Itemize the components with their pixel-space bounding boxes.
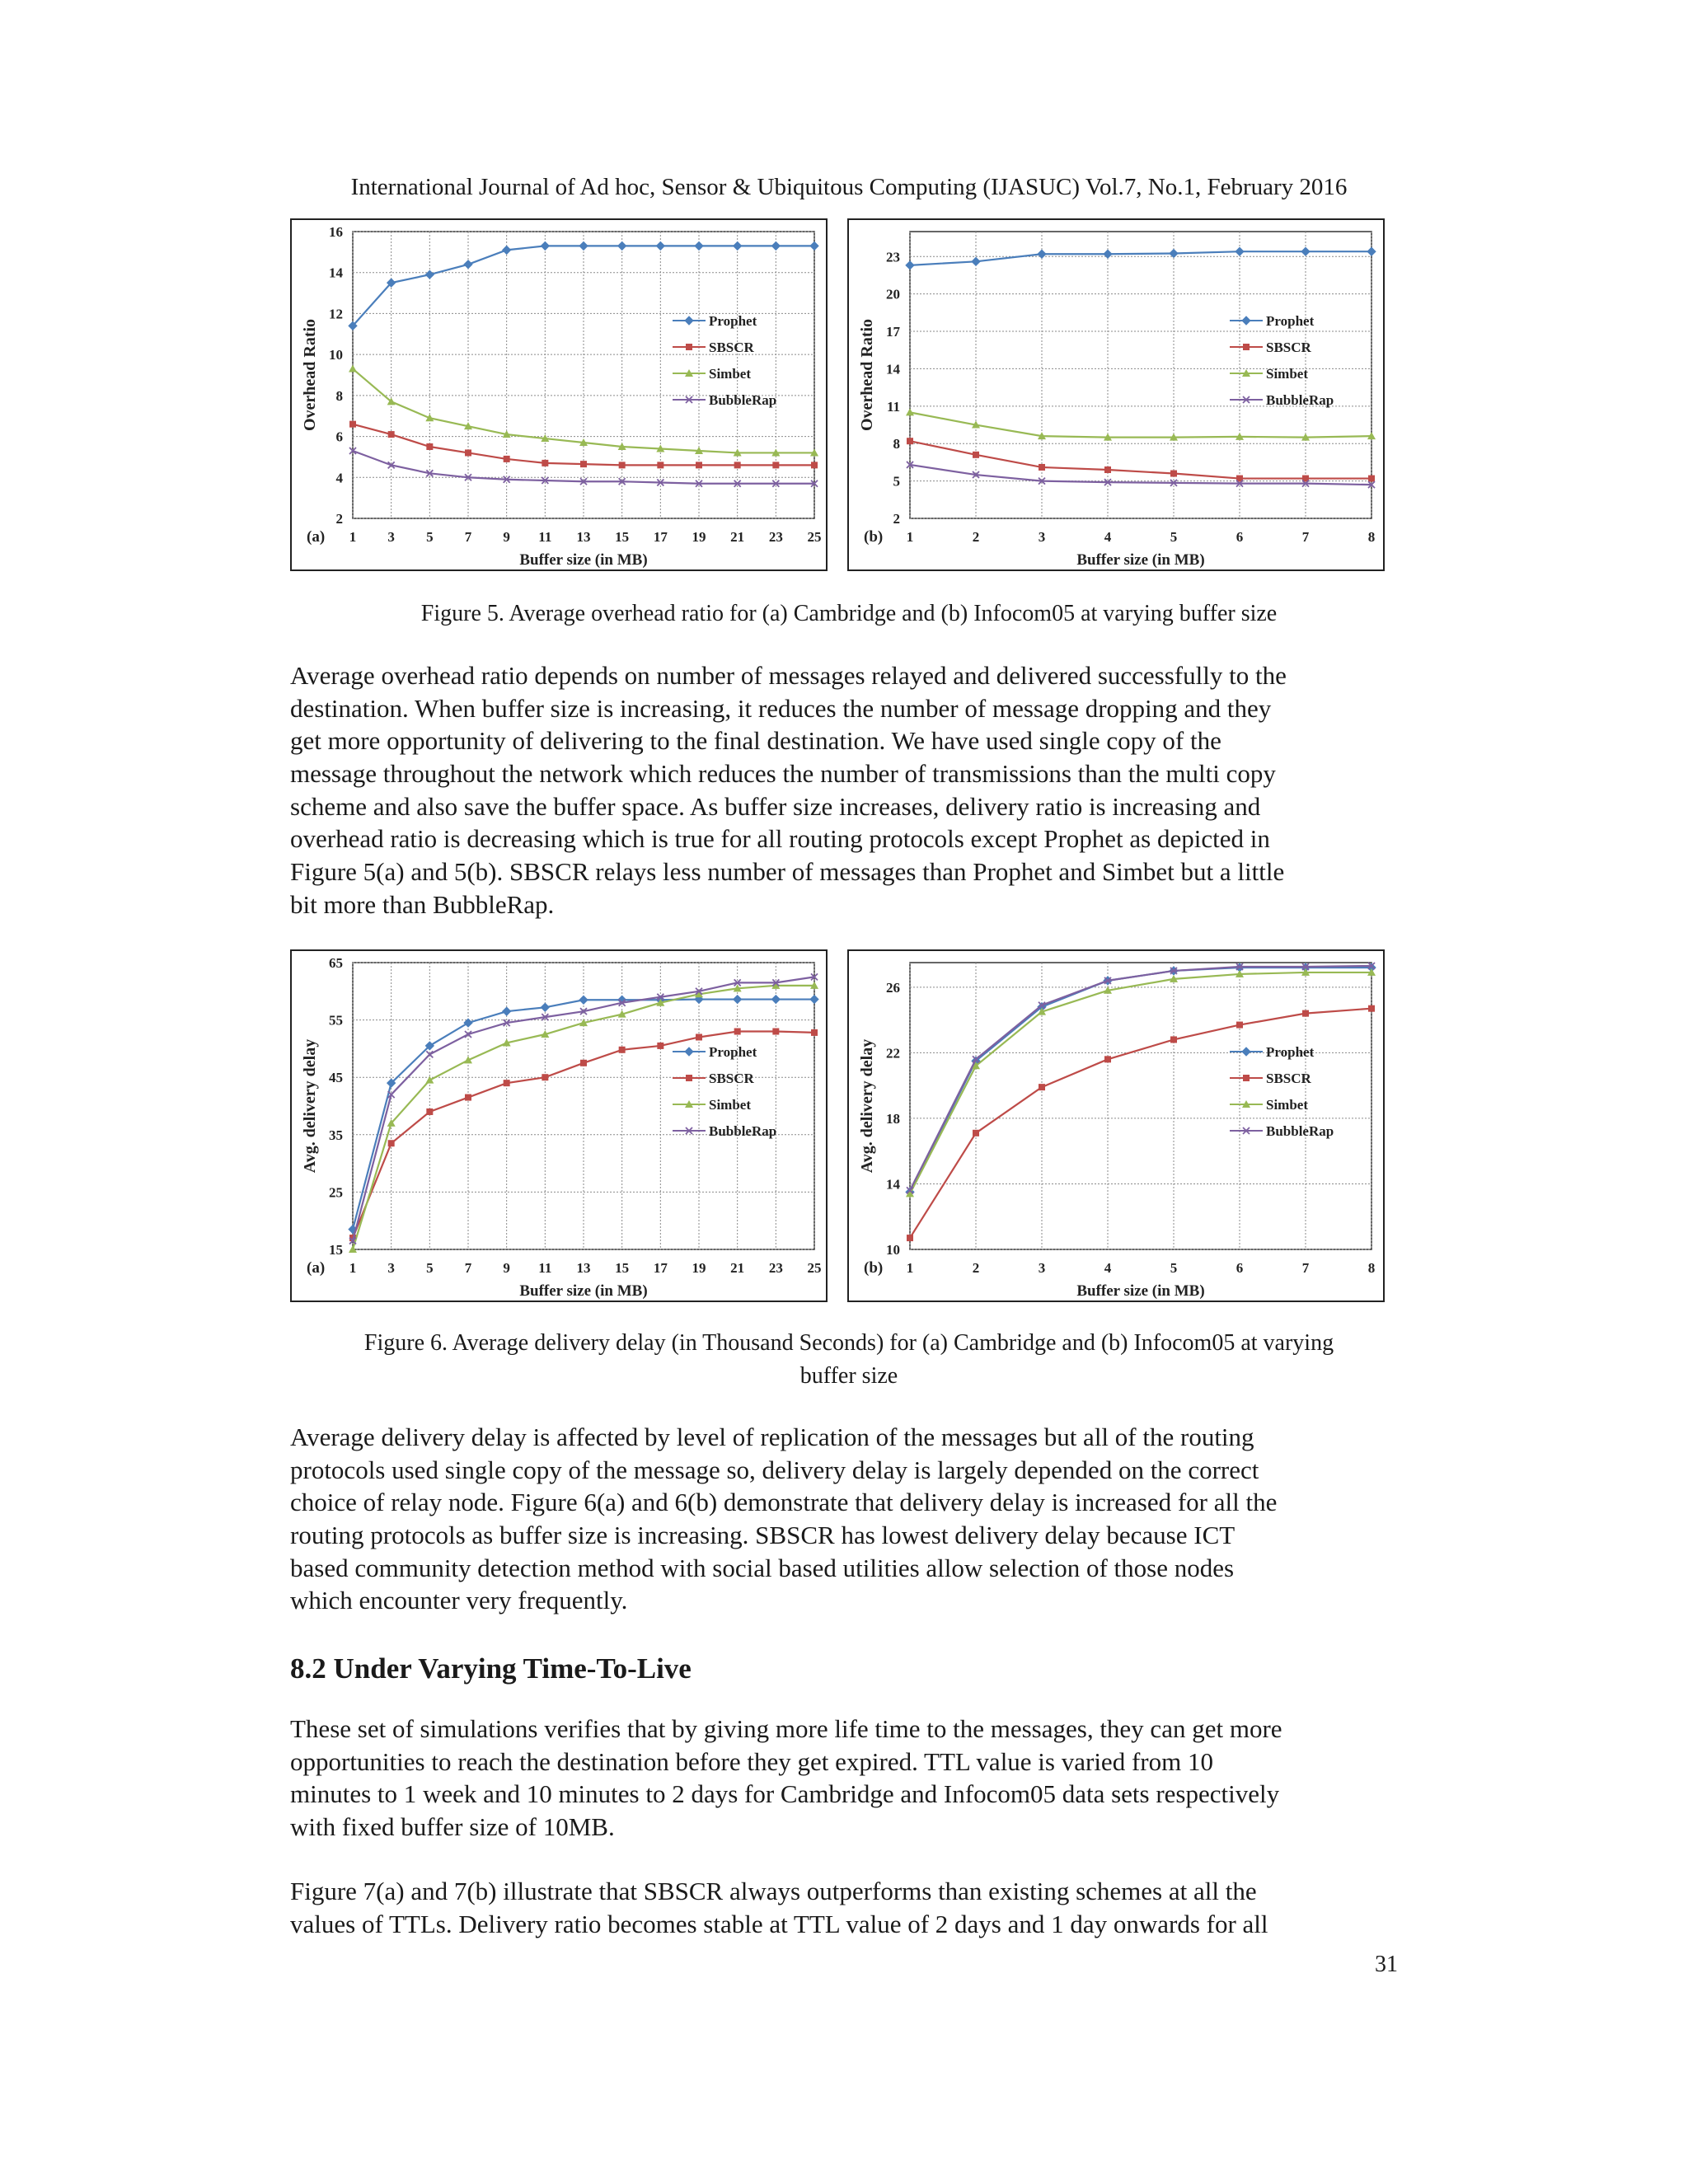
data-point	[1170, 471, 1177, 477]
x-tick-label: 15	[615, 1260, 630, 1276]
panel-label: (a)	[307, 1259, 326, 1277]
legend-marker	[686, 344, 692, 350]
paragraph-line: These set of simulations verifies that by giving more life time to the messages, they can get more	[290, 1714, 1282, 1743]
paragraph-line: values of TTLs. Delivery ratio becomes stable at TTL value of 2 days and 1 day onwards for all	[290, 1909, 1268, 1938]
x-tick-label: 1	[906, 529, 914, 545]
y-tick-label: 15	[329, 1242, 343, 1258]
data-point	[656, 241, 664, 250]
y-tick-label: 16	[329, 224, 343, 240]
data-point	[657, 462, 663, 468]
data-point	[541, 241, 549, 250]
data-point	[1302, 1010, 1309, 1017]
data-point	[1039, 464, 1045, 471]
x-tick-label: 7	[464, 1260, 472, 1276]
legend-label: Simbet	[1266, 1097, 1308, 1113]
y-tick-label: 26	[886, 979, 900, 996]
legend-marker	[1243, 1075, 1250, 1081]
data-point	[1236, 247, 1244, 255]
x-tick-label: 13	[576, 1260, 591, 1276]
y-tick-label: 5	[893, 473, 900, 490]
data-point	[695, 241, 703, 250]
data-point	[465, 449, 471, 456]
data-point	[1039, 1084, 1045, 1090]
legend-entry	[673, 366, 751, 382]
x-tick-label: 1	[906, 1260, 914, 1276]
paragraph-line: get more opportunity of delivering to the final destination. We have used single copy of the	[290, 726, 1221, 756]
legend-entry	[673, 392, 776, 408]
figure-5a-chart	[290, 218, 828, 571]
chart-svg	[292, 220, 826, 569]
paragraph-line: which encounter very frequently.	[290, 1586, 628, 1615]
data-point	[1301, 247, 1310, 255]
data-point	[425, 270, 434, 279]
paragraph-3	[290, 1713, 1408, 1844]
x-tick-label: 5	[1170, 529, 1178, 545]
y-tick-label: 65	[329, 955, 343, 971]
section-heading: 8.2 Under Varying Time-To-Live	[290, 1652, 692, 1685]
x-tick-label: 17	[653, 529, 668, 545]
data-point	[772, 462, 779, 468]
data-point	[906, 408, 914, 415]
caption-line: buffer size	[799, 1363, 898, 1390]
paragraph-line: opportunities to reach the destination before they get expired. TTL value is varied from 10	[290, 1746, 1213, 1776]
data-point	[1170, 1036, 1177, 1043]
legend-label: Simbet	[709, 1097, 751, 1113]
y-tick-label: 22	[886, 1045, 900, 1062]
legend-entry	[673, 340, 755, 355]
data-point	[504, 1080, 510, 1086]
data-point	[1368, 1005, 1375, 1012]
paragraph-line: scheme and also save the buffer space. As buffer size increases, delivery ratio is increasing and	[290, 791, 1261, 821]
y-tick-label: 45	[329, 1070, 343, 1086]
data-point	[810, 241, 818, 250]
series-line	[910, 251, 1372, 265]
panel-label: (b)	[864, 1259, 884, 1277]
x-tick-label: 5	[1170, 1260, 1178, 1276]
x-tick-label: 3	[1038, 1260, 1046, 1276]
legend-label: Simbet	[1266, 366, 1308, 382]
x-tick-label: 7	[1301, 1260, 1310, 1276]
y-tick-label: 10	[886, 1242, 900, 1258]
chart-svg	[292, 951, 826, 1301]
data-point	[542, 460, 548, 466]
legend-marker	[685, 1047, 693, 1056]
data-point	[504, 456, 510, 462]
journal-header: International Journal of Ad hoc, Sensor & Ubiquitous Computing (IJASUC) Vol.7, No.1, February 2016	[350, 174, 1348, 200]
panel-label: (a)	[307, 528, 326, 546]
data-point	[734, 462, 741, 468]
y-tick-label: 2	[335, 511, 343, 527]
y-tick-label: 4	[335, 470, 343, 486]
chart-svg	[849, 951, 1383, 1301]
data-point	[349, 421, 356, 428]
x-tick-label: 19	[692, 529, 706, 545]
x-tick-label: 4	[1104, 1260, 1112, 1276]
x-tick-label: 17	[653, 1260, 668, 1276]
legend-entry	[1230, 340, 1312, 355]
x-tick-label: 6	[1236, 529, 1244, 545]
legend-entry	[673, 1097, 751, 1113]
data-point	[907, 438, 913, 444]
y-tick-label: 18	[886, 1110, 900, 1127]
data-point	[349, 365, 357, 373]
data-point	[696, 462, 702, 468]
paragraph-line: Figure 5(a) and 5(b). SBSCR relays less number of messages than Prophet and Simbet but a little	[290, 857, 1285, 887]
x-tick-label: 3	[1038, 529, 1046, 545]
y-tick-label: 6	[335, 429, 343, 445]
y-tick-label: 8	[893, 436, 900, 452]
x-tick-label: 21	[730, 529, 745, 545]
x-tick-label: 2	[972, 1260, 980, 1276]
x-tick-label: 21	[730, 1260, 745, 1276]
legend-entry	[1230, 313, 1315, 329]
data-point	[772, 1029, 779, 1035]
data-point	[1236, 1022, 1243, 1029]
data-point	[734, 996, 742, 1004]
paragraph-line: destination. When buffer size is increasing, it reduces the number of message dropping and they	[290, 693, 1272, 723]
paragraph-1	[290, 659, 1408, 921]
y-tick-label: 14	[886, 1176, 900, 1193]
legend-entry	[1230, 1071, 1312, 1086]
legend-marker	[1243, 344, 1250, 350]
data-point	[1104, 466, 1111, 473]
x-tick-label: 13	[576, 529, 591, 545]
legend-label: BubbleRap	[1266, 392, 1334, 408]
data-point	[542, 1074, 548, 1080]
paragraph-line: minutes to 1 week and 10 minutes to 2 days for Cambridge and Infocom05 data sets respectively	[290, 1779, 1280, 1809]
data-point	[503, 1007, 511, 1015]
y-tick-label: 8	[335, 387, 343, 404]
y-tick-label: 17	[886, 324, 900, 340]
y-tick-label: 12	[329, 306, 343, 322]
y-tick-label: 35	[329, 1127, 343, 1143]
y-tick-label: 25	[329, 1184, 343, 1201]
data-point	[973, 452, 979, 458]
x-tick-label: 4	[1104, 529, 1112, 545]
x-tick-label: 11	[538, 529, 552, 545]
x-tick-label: 5	[426, 529, 434, 545]
data-point	[811, 1029, 818, 1036]
chart-svg	[849, 220, 1383, 569]
y-tick-label: 2	[893, 511, 900, 527]
data-point	[657, 1043, 663, 1049]
y-tick-label: 11	[886, 398, 900, 415]
x-axis-title: Buffer size (in MB)	[1076, 551, 1205, 569]
x-tick-label: 9	[503, 529, 510, 545]
figure-6-caption	[290, 1327, 1408, 1393]
caption-line: Figure 6. Average delivery delay (in Thousand Seconds) for (a) Cambridge and (b) Infocom05 at varying	[363, 1330, 1334, 1356]
y-tick-label: 10	[329, 347, 343, 363]
paragraph-4	[290, 1875, 1408, 1940]
legend-label: BubbleRap	[709, 392, 777, 408]
data-point	[810, 996, 818, 1004]
series-bubblerap	[907, 462, 1375, 488]
y-tick-label: 55	[329, 1012, 343, 1029]
data-point	[541, 1003, 549, 1011]
data-point	[973, 1130, 979, 1137]
data-point	[619, 1047, 626, 1053]
x-tick-label: 3	[387, 1260, 395, 1276]
y-axis-title: Overhead Ratio	[858, 318, 876, 432]
x-tick-label: 7	[464, 529, 472, 545]
legend-marker	[686, 1075, 692, 1081]
legend-label: Prophet	[709, 1044, 757, 1060]
data-point	[734, 1029, 741, 1035]
series-line	[910, 441, 1372, 478]
data-point	[972, 257, 980, 265]
x-tick-label: 15	[615, 529, 630, 545]
data-point	[771, 996, 780, 1004]
data-point	[771, 241, 780, 250]
data-point	[906, 261, 914, 269]
data-point	[464, 260, 472, 269]
paragraph-line: choice of relay node. Figure 6(a) and 6(b) demonstrate that delivery delay is increased for all the	[290, 1488, 1278, 1517]
paragraph-line: with fixed buffer size of 10MB.	[290, 1812, 615, 1842]
figure-5b-chart	[847, 218, 1385, 571]
data-point	[1367, 247, 1376, 255]
x-axis-title: Buffer size (in MB)	[519, 551, 648, 569]
legend-label: SBSCR	[709, 1071, 754, 1086]
series-simbet	[349, 982, 818, 1253]
series-line	[910, 412, 1372, 437]
y-axis-title: Overhead Ratio	[301, 318, 319, 432]
data-point	[580, 461, 587, 467]
data-point	[388, 1140, 395, 1146]
data-point	[1104, 1056, 1111, 1062]
x-tick-label: 2	[972, 529, 980, 545]
paragraph-line: message throughout the network which reduces the number of transmissions than the multi copy	[290, 759, 1276, 789]
legend-entry	[673, 1123, 776, 1139]
paragraph-2	[290, 1421, 1408, 1617]
paragraph-line: routing protocols as buffer size is increasing. SBSCR has lowest delivery delay because ICT	[290, 1521, 1236, 1550]
x-tick-label: 8	[1367, 1260, 1376, 1276]
paragraph-line: based community detection method with social based utilities allow selection of those nodes	[290, 1553, 1235, 1582]
data-point	[426, 1108, 433, 1115]
legend-label: SBSCR	[1266, 340, 1311, 355]
x-tick-label: 5	[426, 1260, 434, 1276]
y-tick-label: 14	[329, 265, 343, 281]
data-point	[579, 996, 588, 1004]
x-tick-label: 6	[1236, 1260, 1244, 1276]
y-axis-title: Avg. delivery delay	[858, 1038, 876, 1174]
x-tick-label: 7	[1301, 529, 1310, 545]
y-tick-label: 14	[886, 361, 900, 377]
legend-entry	[673, 1044, 757, 1060]
data-point	[811, 462, 818, 468]
legend-label: Simbet	[709, 366, 751, 382]
paragraph-line: Figure 7(a) and 7(b) illustrate that SBSCR always outperforms than existing schemes at all the	[290, 1877, 1257, 1905]
legend-marker	[685, 316, 693, 325]
x-tick-label: 3	[387, 529, 395, 545]
paragraph-line: Average delivery delay is affected by level of replication of the messages but all of the routing	[290, 1422, 1254, 1451]
y-tick-label: 23	[886, 249, 900, 265]
data-point	[503, 246, 511, 254]
data-point	[465, 1094, 471, 1101]
legend-entry	[1230, 366, 1308, 382]
figure-6a-chart	[290, 949, 828, 1302]
legend-marker	[1242, 316, 1250, 325]
x-tick-label: 19	[692, 1260, 706, 1276]
legend-label: SBSCR	[1266, 1071, 1311, 1086]
x-tick-label: 1	[349, 529, 357, 545]
x-tick-label: 1	[349, 1260, 357, 1276]
x-tick-label: 9	[503, 1260, 510, 1276]
x-tick-label: 23	[768, 529, 783, 545]
paragraph-line: bit more than BubbleRap.	[290, 889, 555, 919]
x-tick-label: 25	[807, 1260, 822, 1276]
data-point	[426, 443, 433, 450]
data-point	[619, 462, 626, 468]
legend-entry	[1230, 1044, 1315, 1060]
legend-entry	[673, 1071, 755, 1086]
legend-entry	[1230, 392, 1334, 408]
x-tick-label: 25	[807, 529, 822, 545]
data-point	[580, 1060, 587, 1066]
legend-label: BubbleRap	[709, 1123, 777, 1139]
x-tick-label: 8	[1367, 529, 1376, 545]
legend-label: Prophet	[1266, 313, 1315, 329]
data-point	[907, 1235, 913, 1241]
data-point	[734, 241, 742, 250]
y-axis-title: Avg. delivery delay	[301, 1038, 319, 1174]
data-point	[618, 241, 626, 250]
figure-5-caption: Figure 5. Average overhead ratio for (a) Cambridge and (b) Infocom05 at varying buffer size	[420, 601, 1278, 626]
figure-6b-chart	[847, 949, 1385, 1302]
data-point	[696, 1033, 702, 1040]
x-axis-title: Buffer size (in MB)	[519, 1282, 648, 1300]
legend-entry	[1230, 1123, 1334, 1139]
y-tick-label: 20	[886, 286, 900, 302]
x-axis-title: Buffer size (in MB)	[1076, 1282, 1205, 1300]
page-number: 31	[1375, 1952, 1398, 1977]
data-point	[579, 241, 588, 250]
data-point	[388, 431, 395, 438]
data-point	[1368, 476, 1375, 482]
panel-label: (b)	[864, 528, 884, 546]
legend-entry	[673, 313, 757, 329]
legend-entry	[1230, 1097, 1308, 1113]
paragraph-line: protocols used single copy of the message so, delivery delay is largely depended on the correct	[290, 1455, 1259, 1484]
x-tick-label: 23	[768, 1260, 783, 1276]
paragraph-line: Average overhead ratio depends on number of messages relayed and delivered successfully to the	[290, 661, 1287, 690]
x-tick-label: 11	[538, 1260, 552, 1276]
paragraph-line: overhead ratio is decreasing which is true for all routing protocols except Prophet as depicted in	[290, 824, 1270, 854]
legend-label: Prophet	[1266, 1044, 1315, 1060]
legend-label: SBSCR	[709, 340, 754, 355]
legend-marker	[1242, 1047, 1250, 1056]
legend-label: Prophet	[709, 313, 757, 329]
legend-label: BubbleRap	[1266, 1123, 1334, 1139]
